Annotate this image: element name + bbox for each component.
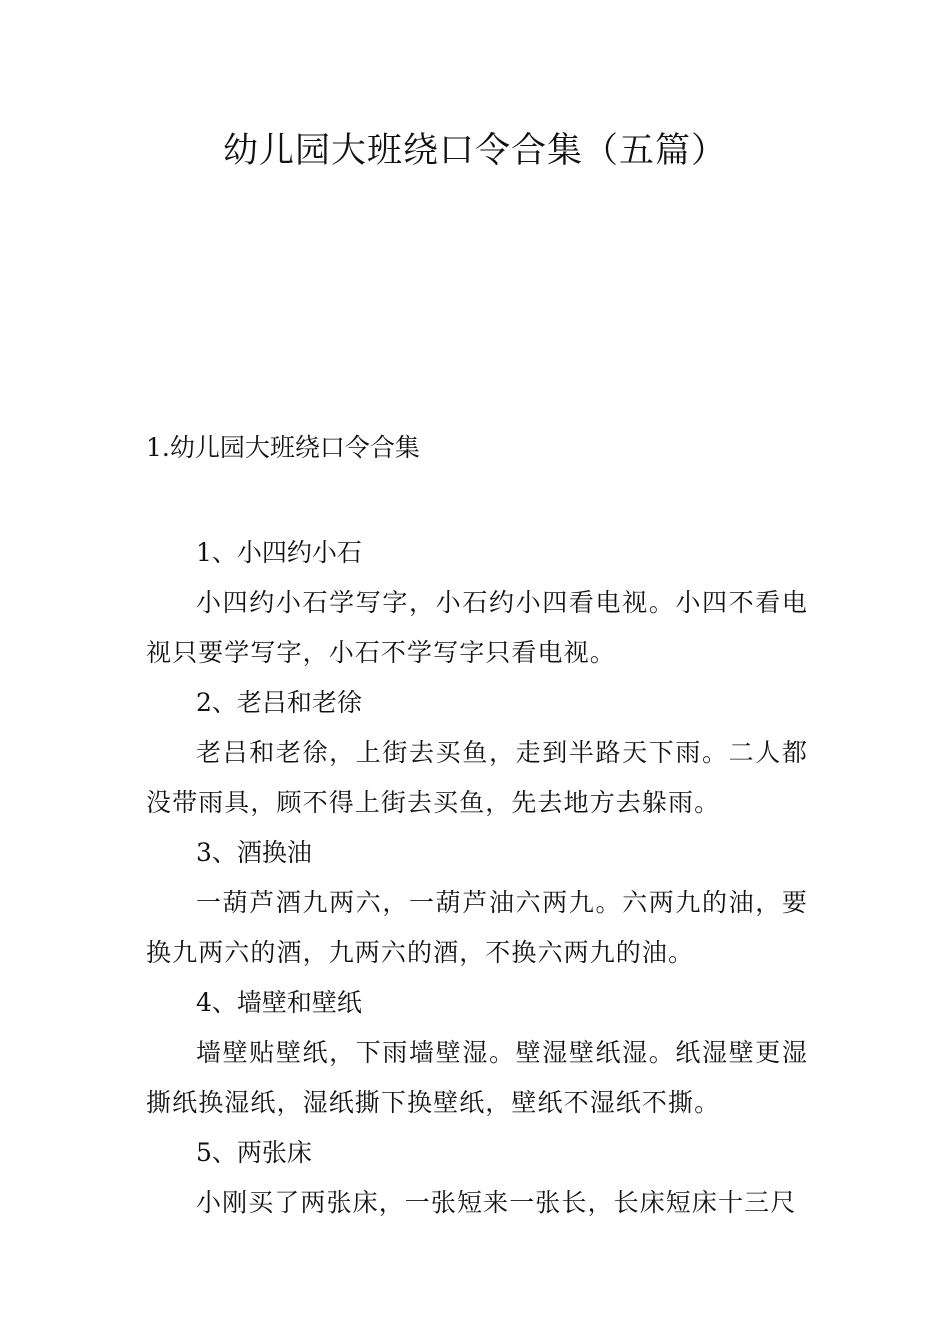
- item-body: 老吕和老徐，上街去买鱼，走到半路天下雨。二人都没带雨具，顾不得上街去买鱼，先去地方去躲雨。: [146, 738, 808, 817]
- item-body: 小刚买了两张床，一张短来一张长，长床短床十三尺: [196, 1188, 797, 1217]
- item-heading: 3、酒换油: [196, 838, 312, 867]
- item-body: 墙壁贴壁纸，下雨墙壁湿。壁湿壁纸湿。纸湿壁更湿撕纸换湿纸，湿纸撕下换壁纸，壁纸不湿纸不撕。: [146, 1038, 808, 1117]
- item-heading: 5、两张床: [196, 1138, 312, 1167]
- item-heading: 2、老吕和老徐: [196, 688, 362, 717]
- item-heading: 4、墙壁和壁纸: [196, 988, 362, 1017]
- item-body: 小四约小石学写字，小石约小四看电视。小四不看电视只要学写字，小石不学写字只看电视。: [146, 588, 808, 667]
- document-content: [146, 528, 808, 1228]
- item-heading: 1、小四约小石: [196, 538, 362, 567]
- item-body: 一葫芦酒九两六，一葫芦油六两九。六两九的油，要换九两六的酒，九两六的酒，不换六两九的油。: [146, 888, 808, 967]
- section-heading: 1.幼儿园大班绕口令合集: [146, 433, 420, 462]
- document-title: 幼儿园大班绕口令合集（五篇）: [222, 131, 727, 171]
